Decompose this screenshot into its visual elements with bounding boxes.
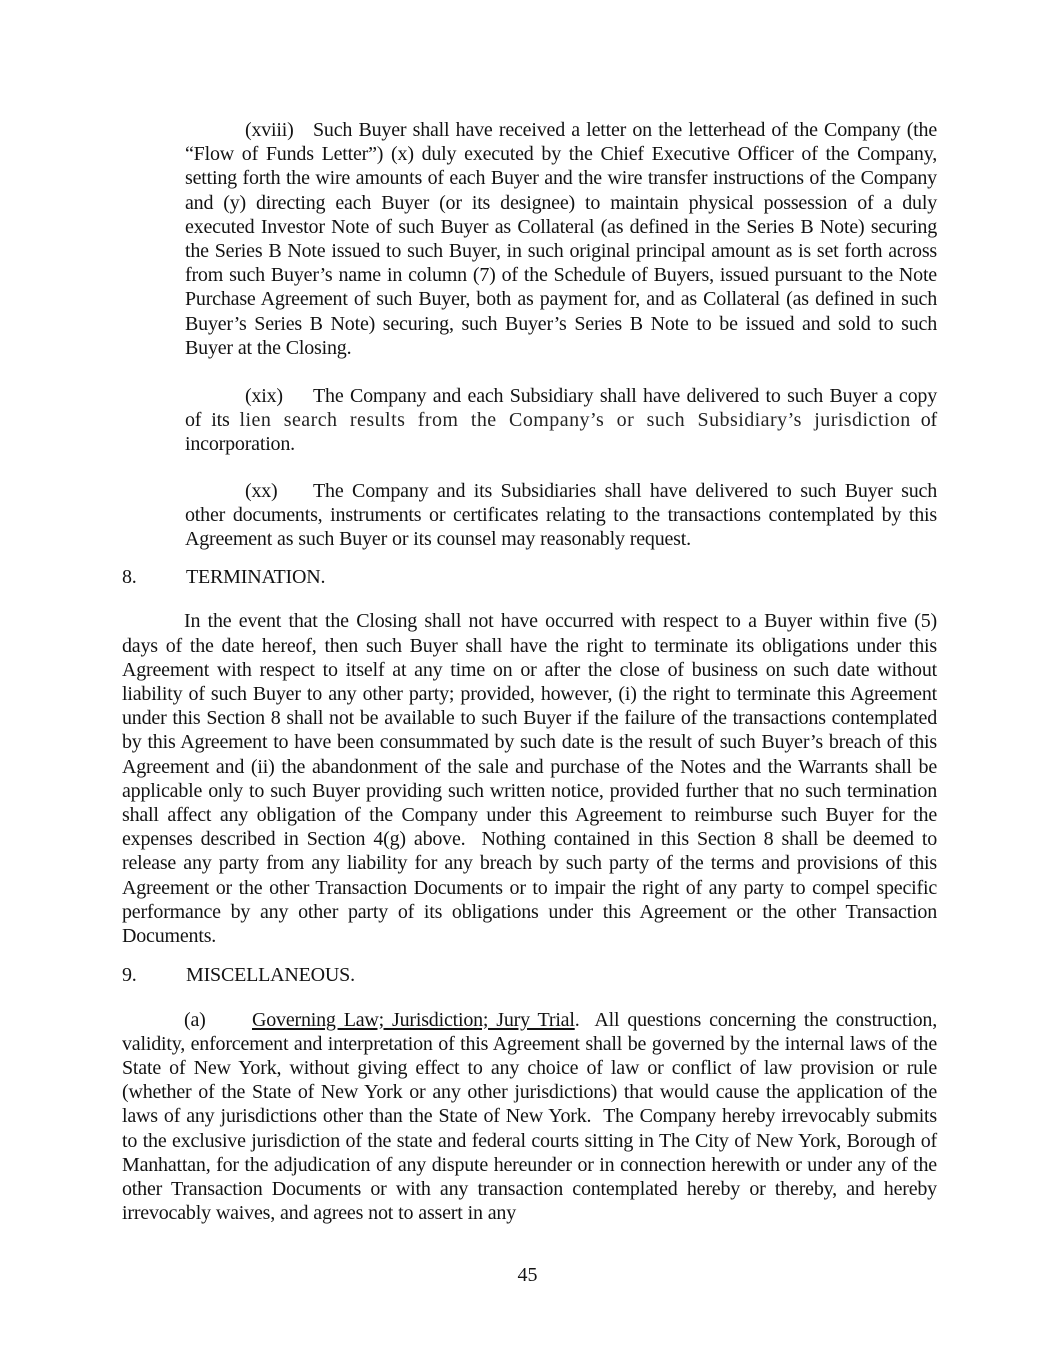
subparagraph-xx bbox=[185, 479, 937, 552]
list-marker-xviii: (xviii) bbox=[245, 119, 294, 141]
subparagraph-xx-text: The Company and its Subsidiaries shall have delivered to such Buyer such other documents, instruments or certificates relating to the transactions contemplated by this Agreement as such Buyer or its counsel may reasonably request. bbox=[185, 479, 937, 551]
subparagraph-xix bbox=[185, 384, 937, 457]
subparagraph-xviii bbox=[185, 118, 937, 360]
paragraph-a-text: . All questions concerning the construction, validity, enforcement and interpretation of this Agreement shall be governed by the internal laws of the State of New York, without giving effect to any choice of law or conflict of law provision or rule (whether of the State of New York or any other jurisdictions) that would cause the application of the laws of any jurisdictions other than the State of New York. The Company hereby irrevocably submits to the exclusive jurisdiction of the state and federal courts sitting in The City of New York, Borough of Manhattan, for the adjudication of any dispute hereunder or in connection herewith or under any of the other Transaction Documents or with any transaction contemplated hereby or thereby, and hereby irrevocably waives, and agrees not to assert in any bbox=[122, 1008, 938, 1225]
list-marker-xx: (xx) bbox=[245, 479, 278, 502]
page-number: 45 bbox=[517, 1264, 538, 1286]
section-8-heading bbox=[122, 565, 937, 589]
section-8-body: In the event that the Closing shall not have occurred with respect to a Buyer within five (5) days of the date hereof, then such Buyer shall have the right to terminate its obligations under this Agreement with respect to itself at any time on or after the close of business on such date without liability of such Buyer to any other party; provided, however, (i) the right to terminate this Agreement under this Section 8 shall not be available to such Buyer if the failure of the transactions contemplated by this Agreement to have been consummated by such date is the result of such Buyer’s breach of this Agreement and (ii) the abandonment of the sale and purchase of the Notes and the Warrants shall be applicable only to such Buyer providing such written notice, provided further that no such termination shall affect any obligation of the Company under this Agreement to reimburse such Buyer for the expenses described in Section 4(g) above. Nothing contained in this Section 8 shall be deemed to release any party from any liability for any breach by such party of the terms and provisions of this Agreement or the other Transaction Documents or to impair the right of any party to compel specific performance by any other party of its obligations under this Agreement or the other Transaction Documents. bbox=[122, 610, 937, 948]
page-content bbox=[122, 118, 937, 1225]
section-9-number: 9. bbox=[122, 964, 137, 987]
section-9-heading bbox=[122, 963, 937, 987]
list-marker-xix: (xix) bbox=[245, 385, 283, 408]
section-9-title: MISCELLANEOUS. bbox=[186, 964, 355, 987]
paragraph-a-underlined-heading: Governing Law; Jurisdiction; Jury Trial bbox=[252, 1008, 575, 1031]
subparagraph-xix-inserted-text: lien search results from the Company’s or such Subsidiary’s jurisdiction bbox=[239, 409, 911, 432]
paragraph-a bbox=[122, 1008, 937, 1226]
subparagraph-xix-text-tail: of incorporation. bbox=[185, 409, 937, 456]
subparagraph-xviii-text: Such Buyer shall have received a letter on the letterhead of the Company (the “Flow of Funds Letter”) (x) duly executed by the Chief Executive Officer of the Company, setting forth the wire amounts of each Buyer and the wire transfer instructions of the Company and (y) directing each Buyer (or its designee) to maintain physical possession of a duly executed Investor Note of such Buyer as Collateral (as defined in the Series B Note) securing the Series B Note issued to such Buyer, in such original principal amount as is set forth across from such Buyer’s name in column (7) of the Schedule of Buyers, issued pursuant to the Note Purchase Agreement of such Buyer, both as payment for, and as Collateral (as defined in such Buyer’s Series B Note) securing, such Buyer’s Series B Note to be issued and sold to such Buyer at the Closing. bbox=[185, 119, 937, 359]
section-8-title: TERMINATION. bbox=[186, 566, 326, 589]
section-8-number: 8. bbox=[122, 566, 137, 589]
list-marker-a: (a) bbox=[184, 1008, 206, 1031]
subparagraph-xix-text-lead: The Company and each Subsidiary shall have delivered to such Buyer a copy of its bbox=[185, 385, 937, 432]
